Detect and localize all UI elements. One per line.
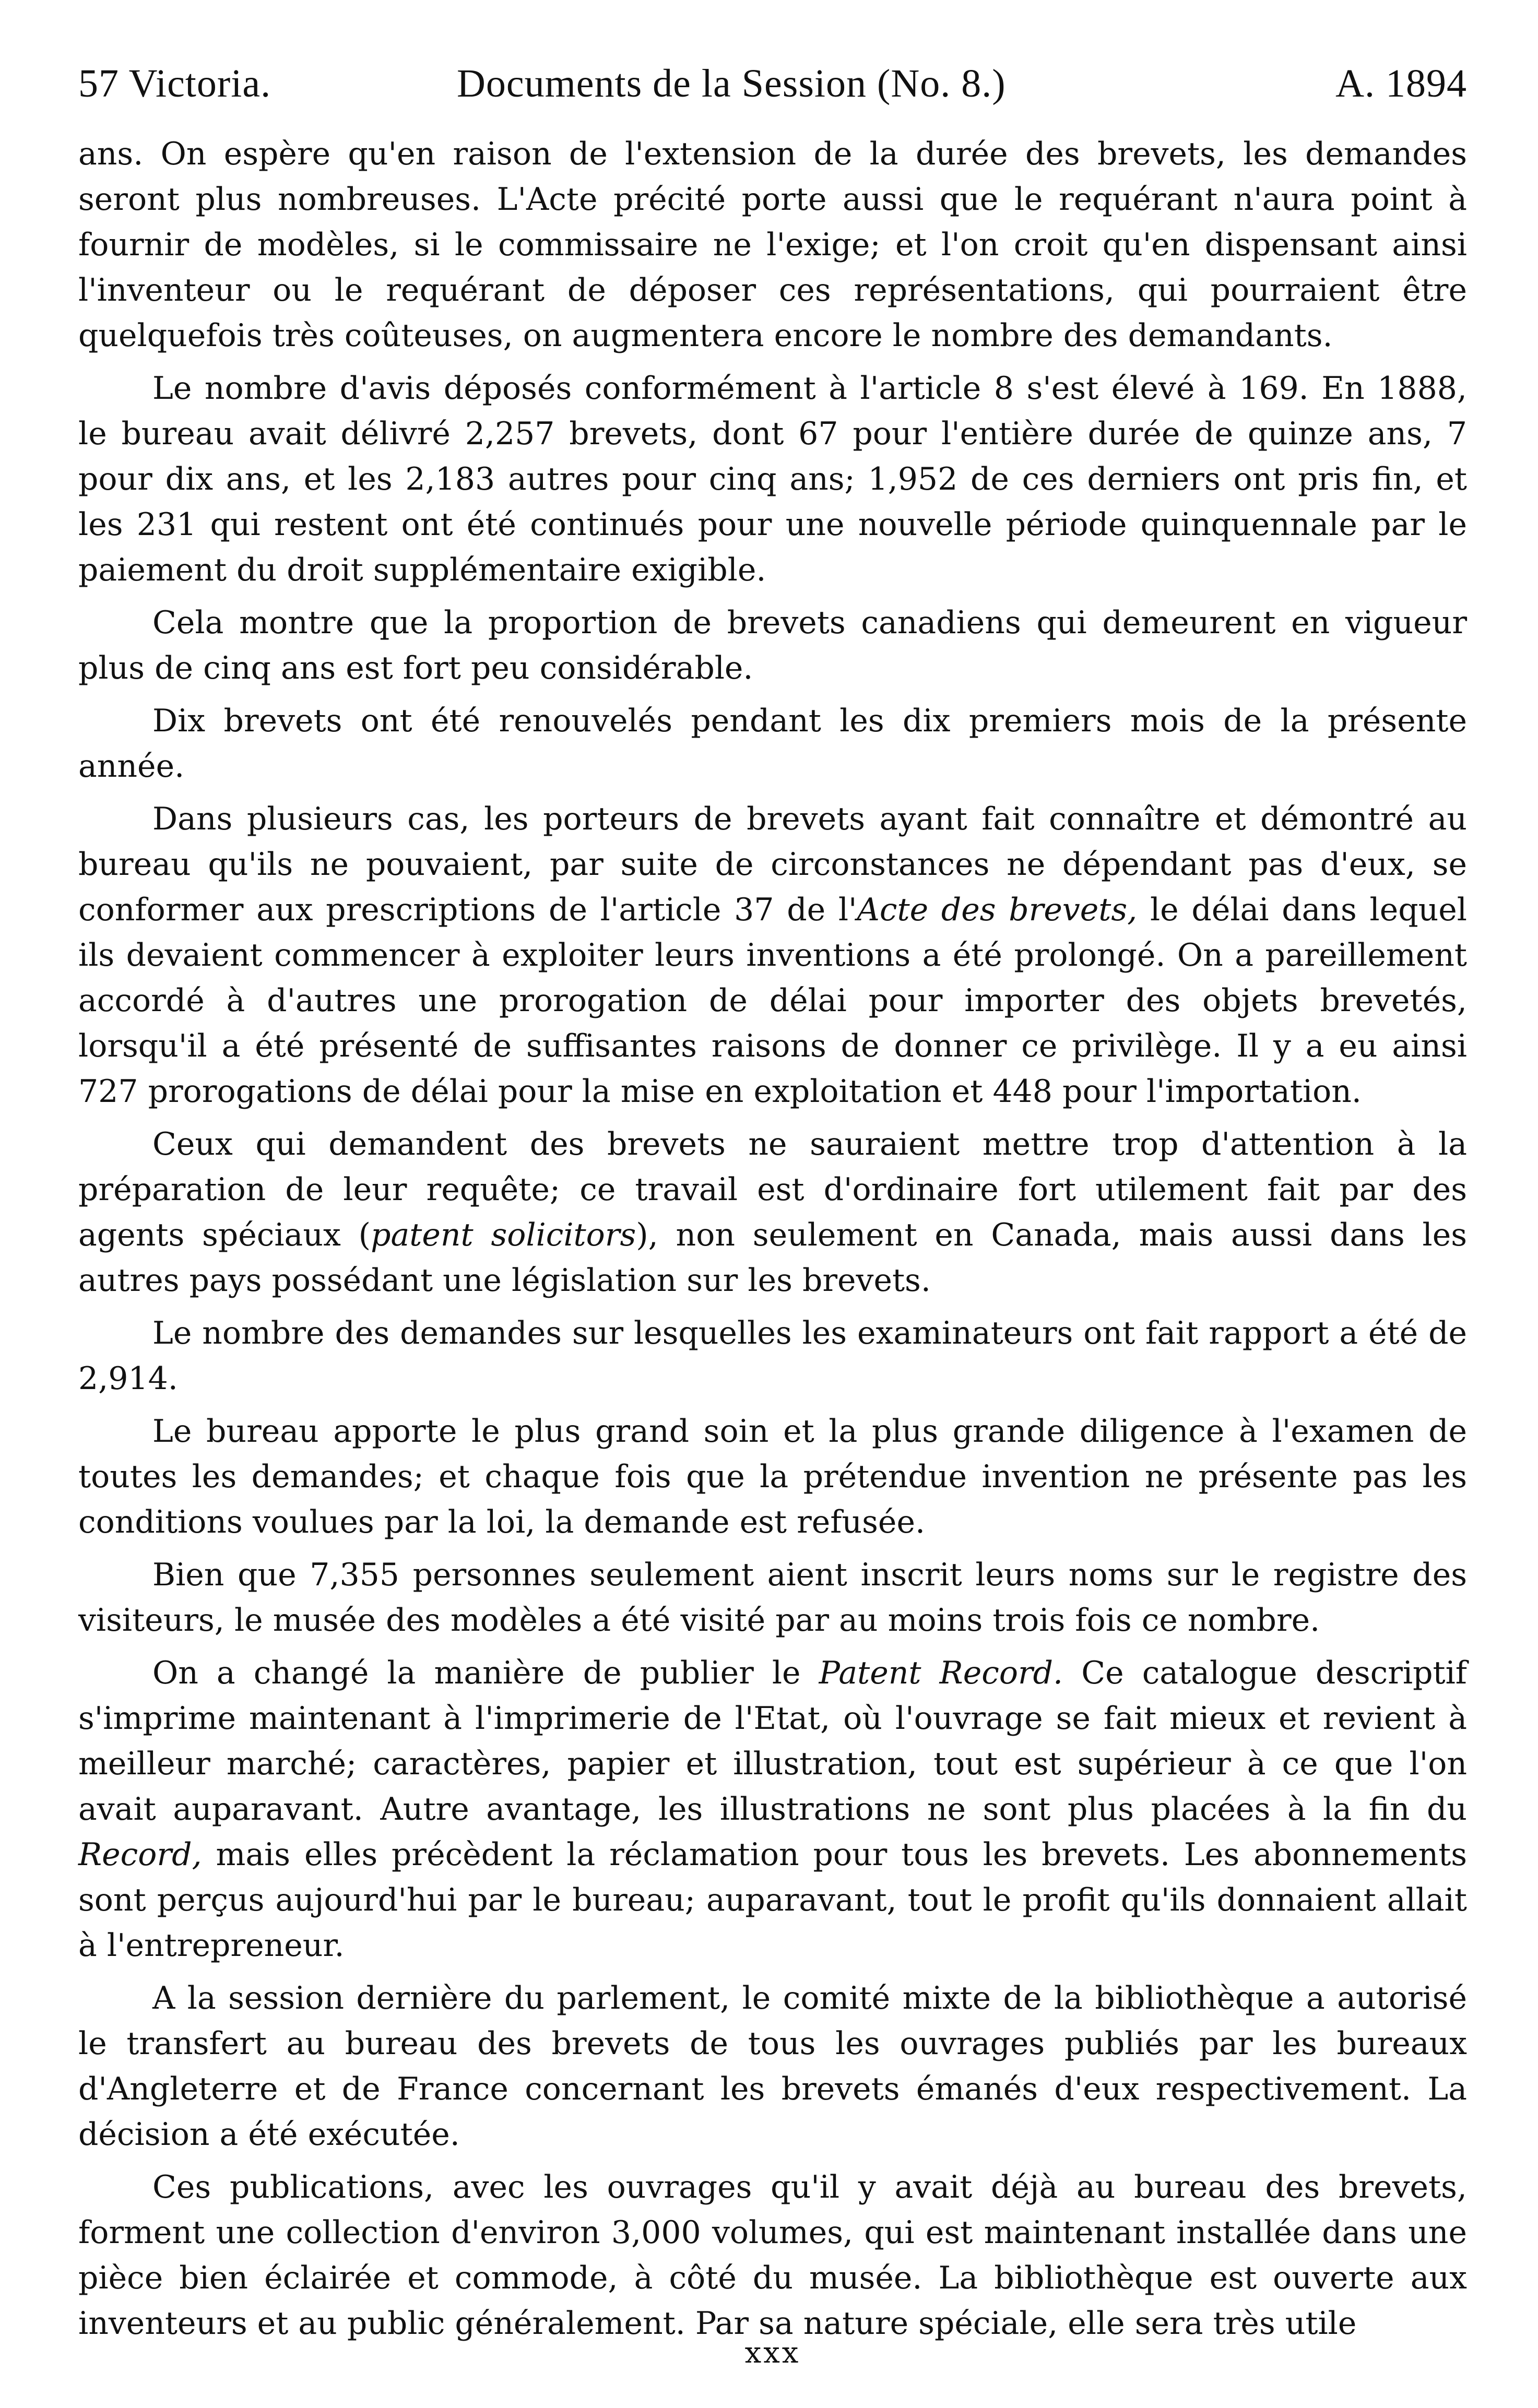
paragraph-collection: Ces publications, avec les ouvrages qu'il y avait déjà au bureau des brevets, forment une collection d'environ 3,000 volumes, qui est maintenant installée dans une pièce bien éclairée et commode, à côté du musée. La bibliothèque est ouverte aux inventeurs et au public généralement. Par sa nature spéciale, elle sera très utile bbox=[78, 2169, 1467, 2342]
paragraph-visitors: Bien que 7,355 personnes seulement aient inscrit leurs noms sur le registre des visiteurs, le musée des modèles a été visité par au moins trois fois ce nombre. bbox=[78, 1557, 1467, 1639]
header-year: A. 1894 bbox=[1335, 62, 1467, 105]
paragraph-diligence: Le bureau apporte le plus grand soin et la plus grande diligence à l'examen de toutes les demandes; et chaque fois que la prétendue invention ne présente pas les conditions voulues par la loi, la demande est refusée. bbox=[78, 1413, 1467, 1540]
paragraph-extensions-part: Dans plusieurs cas, les porteurs de brevets ayant fait connaître et démontré au bureau qu'ils ne pouvaient, par suite de circonstances ne dépendant pas d'eux, se conformer aux prescriptions de l'article 37 de l' bbox=[78, 801, 1467, 928]
header-session-title: Documents de la Session (No. 8.) bbox=[457, 62, 1006, 105]
paragraph-record-part: On a changé la manière de publier le bbox=[152, 1655, 819, 1691]
paragraph-agents-part: Ceux qui demandent des brevets ne sauraient mettre trop d'attention à la préparation de leur requête; ce travail est d'ordinaire fort utilement fait par des agents spéciaux ( bbox=[78, 1126, 1467, 1253]
paragraph-agents-part: ), non seulement en Canada, mais aussi dans les autres pays possédant une législation sur les brevets. bbox=[78, 1217, 1467, 1299]
record-italic: Record, bbox=[78, 1836, 202, 1873]
paragraph-library-transfer: A la session dernière du parlement, le comité mixte de la bibliothèque a autorisé le transfert au bureau des brevets de tous les ouvrages publiés par les bureaux d'Angleterre et de France concernant les brevets émanés d'eux respectivement. La décision a été exécutée. bbox=[78, 1980, 1467, 2153]
patent-record-italic: Patent Record. bbox=[819, 1655, 1063, 1691]
header-regnal-year: 57 Victoria. bbox=[78, 62, 271, 105]
paragraph-patent-record bbox=[78, 1651, 1467, 1968]
paragraph-examiners: Le nombre des demandes sur lesquelles les examinateurs ont fait rapport a été de 2,914. bbox=[78, 1315, 1467, 1397]
paragraph-renewals: Dix brevets ont été renouvelés pendant les dix premiers mois de la présente année. bbox=[78, 703, 1467, 785]
paragraph-agents bbox=[78, 1122, 1467, 1303]
body-text bbox=[78, 132, 1467, 2346]
paragraph-extensions-part: le délai dans lequel ils devaient commencer à exploiter leurs inventions a été prolongé. On a pareillement accordé à d'autres une prorogation de délai pour importer des objets brevetés, lorsqu'il a été présenté de suffisantes raisons de donner ce privilège. Il y a eu ainsi 727 prorogations de délai pour la mise en exploitation et 448 pour l'importation. bbox=[78, 892, 1467, 1110]
paragraph-extensions bbox=[78, 797, 1467, 1114]
running-header bbox=[78, 52, 1467, 115]
paragraph-continuation: ans. On espère qu'en raison de l'extension de la durée des brevets, les demandes seront plus nombreuses. L'Acte précité porte aussi que le requérant n'aura point à fournir de modèles, si le commissaire ne l'exige; et l'on croit qu'en dispensant ainsi l'inventeur ou le requérant de déposer ces représentations, qui pourraient être quelquefois très coûteuses, on augmentera encore le nombre des demandants. bbox=[78, 136, 1467, 354]
document-page bbox=[78, 52, 1467, 2370]
paragraph-record-part: mais elles précèdent la réclamation pour tous les brevets. Les abonnements sont perçus aujourd'hui par le bureau; auparavant, tout le profit qu'ils donnaient allait à l'entrepreneur. bbox=[78, 1836, 1467, 1964]
paragraph-record-part: Ce catalogue descriptif s'imprime maintenant à l'imprimerie de l'Etat, où l'ouvrage se fait mieux et revient à meilleur marché; caractères, papier et illustration, tout est supérieur à ce que l'on avait auparavant. Autre avantage, les illustrations ne sont plus placées à la fin du bbox=[78, 1655, 1468, 1828]
paragraph-notices-count: Le nombre d'avis déposés conformément à l'article 8 s'est élevé à 169. En 1888, le bureau avait délivré 2,257 brevets, dont 67 pour l'entière durée de quinze ans, 7 pour dix ans, et les 2,183 autres pour cinq ans; 1,952 de ces derniers ont pris fin, et les 231 qui restent ont été continués pour une nouvelle période quinquennale par le paiement du droit supplémentaire exigible. bbox=[78, 370, 1467, 588]
act-title-italic: Acte des brevets, bbox=[857, 892, 1138, 928]
page-number: xxx bbox=[744, 2336, 801, 2370]
paragraph-proportion: Cela montre que la proportion de brevets canadiens qui demeurent en vigueur plus de cinq ans est fort peu considérable. bbox=[78, 604, 1467, 686]
patent-solicitors-italic: patent solicitors bbox=[371, 1217, 636, 1253]
